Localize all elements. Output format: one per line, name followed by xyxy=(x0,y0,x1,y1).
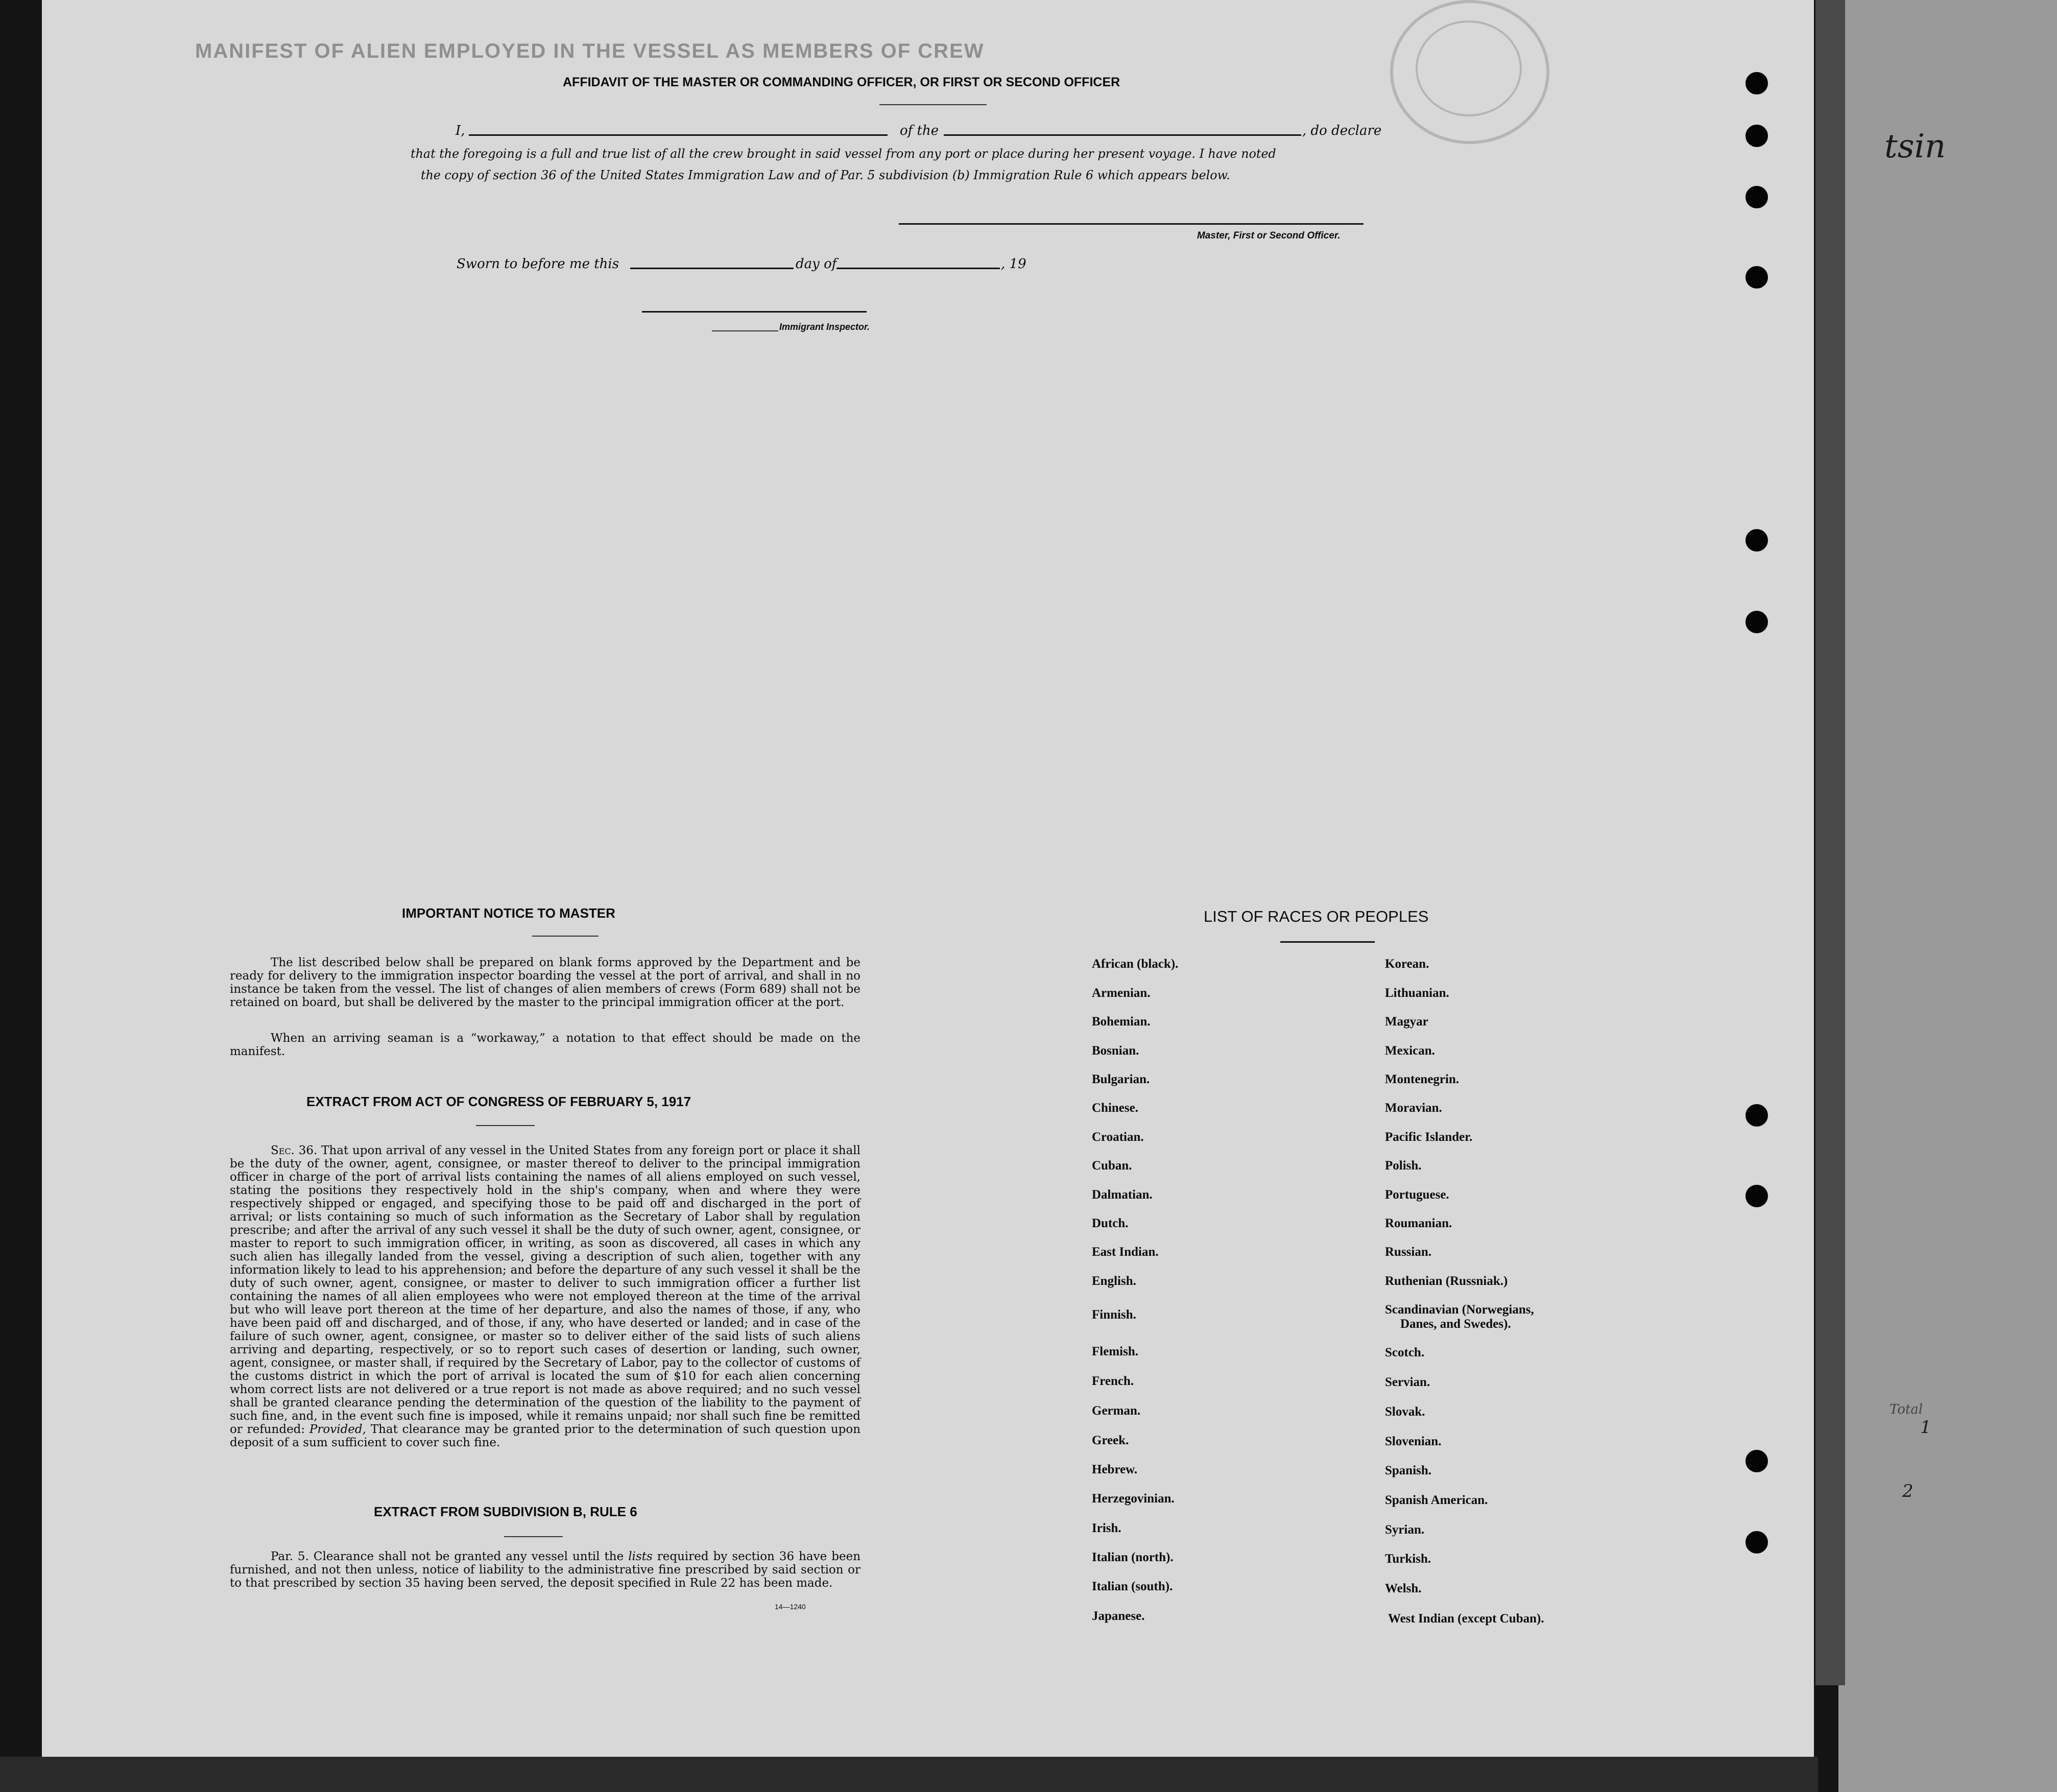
race-item: Welsh. xyxy=(1385,1582,1422,1595)
race-item: Cuban. xyxy=(1092,1159,1132,1173)
race-item: Italian (north). xyxy=(1092,1550,1174,1564)
race-item: Slovenian. xyxy=(1385,1435,1442,1448)
affidavit-title: AFFIDAVIT OF THE MASTER OR COMMANDING OFFICER, OR FIRST OR SECOND OFFICER xyxy=(563,75,1120,89)
races-title: LIST OF RACES OR PEOPLES xyxy=(1204,907,1429,925)
race-item: Polish. xyxy=(1385,1159,1422,1173)
rule-body-start: Par. 5. Clearance shall not be granted any vessel until the xyxy=(271,1550,624,1563)
sworn-day-of: day of xyxy=(796,256,837,272)
form-number: 14—1240 xyxy=(775,1603,806,1611)
race-item: Moravian. xyxy=(1385,1101,1442,1115)
race-item: Turkish. xyxy=(1385,1552,1431,1566)
race-item: Roumanian. xyxy=(1385,1216,1452,1230)
vessel-name-blank xyxy=(944,134,1301,136)
inspector-prefix-line xyxy=(712,330,778,331)
race-item: German. xyxy=(1092,1404,1141,1418)
race-item: Ruthenian (Russniak.) xyxy=(1385,1274,1508,1288)
race-item: Lithuanian. xyxy=(1385,986,1449,1000)
punch-hole xyxy=(1745,72,1768,94)
race-item: Bohemian. xyxy=(1092,1015,1151,1029)
act-section-label: Sec. xyxy=(271,1144,295,1157)
act-title: EXTRACT FROM ACT OF CONGRESS OF FEBRUARY 5, 1917 xyxy=(306,1094,691,1109)
punch-hole xyxy=(1745,1104,1768,1127)
punch-hole xyxy=(1745,1185,1768,1207)
rule-title: EXTRACT FROM SUBDIVISION B, RULE 6 xyxy=(374,1504,637,1519)
race-item: East Indian. xyxy=(1092,1245,1159,1259)
affidavit-of-the: of the xyxy=(900,123,939,138)
race-item: Slovak. xyxy=(1385,1405,1425,1419)
races-divider xyxy=(1280,941,1375,943)
race-item: Spanish American. xyxy=(1385,1493,1488,1507)
sworn-year: , 19 xyxy=(1001,256,1026,272)
race-item: Servian. xyxy=(1385,1375,1430,1389)
sworn-day-blank xyxy=(630,268,794,269)
race-item: Scotch. xyxy=(1385,1346,1425,1359)
punch-hole xyxy=(1745,1531,1768,1554)
race-item: Greek. xyxy=(1092,1433,1129,1447)
race-item: Russian. xyxy=(1385,1245,1432,1259)
master-name-blank xyxy=(469,134,888,136)
race-item: Armenian. xyxy=(1092,986,1151,1000)
margin-handwriting-top: tsin xyxy=(1884,128,1946,165)
notice-paragraph-2: When an arriving seaman is a “workaway,” a notation to that effect should be made on the manifest. xyxy=(230,1032,860,1058)
rule-lists-word: lists xyxy=(628,1550,653,1563)
master-signature-label: Master, First or Second Officer. xyxy=(1197,230,1341,241)
race-item: African (black). xyxy=(1092,957,1179,971)
act-section-body-end: That clearance may be granted prior to the determination of such question upon deposit of a sum sufficient to cover such fine. xyxy=(230,1423,861,1449)
race-item: Flemish. xyxy=(1092,1345,1138,1358)
race-item: Syrian. xyxy=(1385,1523,1425,1537)
act-section-36 xyxy=(230,1144,860,1449)
race-item: Korean. xyxy=(1385,957,1429,971)
race-item: English. xyxy=(1092,1274,1136,1288)
race-item: Magyar xyxy=(1385,1015,1428,1029)
punch-hole xyxy=(1745,125,1768,147)
master-signature-line xyxy=(899,223,1364,225)
sworn-prefix: Sworn to before me this xyxy=(457,256,619,272)
race-item: Hebrew. xyxy=(1092,1463,1138,1476)
race-item: Bosnian. xyxy=(1092,1044,1139,1058)
page-edge-shadow xyxy=(1815,0,1845,1685)
punch-hole xyxy=(1745,1450,1768,1472)
notice-divider xyxy=(532,936,599,937)
sworn-month-blank xyxy=(836,268,1000,269)
rule-divider xyxy=(504,1536,563,1537)
affidavit-i: I, xyxy=(456,123,465,138)
punch-hole xyxy=(1745,529,1768,552)
official-seal-inner xyxy=(1416,20,1522,116)
inspector-label: Immigrant Inspector. xyxy=(779,322,870,332)
affidavit-do-declare: , do declare xyxy=(1302,123,1382,138)
bleed-through-text: MANIFEST OF ALIEN EMPLOYED IN THE VESSEL AS MEMBERS OF CREW xyxy=(195,40,985,62)
punch-hole xyxy=(1745,186,1768,208)
adjacent-page xyxy=(1838,0,2057,1792)
title-divider xyxy=(879,104,987,105)
race-item: Spanish. xyxy=(1385,1464,1432,1477)
race-item: Herzegovinian. xyxy=(1092,1492,1175,1506)
race-item: French. xyxy=(1092,1374,1134,1388)
act-section-body: 36. That upon arrival of any vessel in the United States from any foreign port or place it shall be the duty of the owner, agent, consignee, or master thereof to deliver to the principal immigration officer in charge of the port of arrival lists containing the names of all aliens employed on such vessel, stating the positions they respectively hold in the ship's company, when and where they were respectively shipped or engaged, and specifying those to be paid off and discharged in the port of arrival; or lists containing so much of such information as the Secretary of Labor shall by regulation prescribe; and after the arrival of any such vessel it shall be the duty of such owner, agent, consignee, or master to report to such immigration officer, in writing, as soon as discovered, all cases in which any such alien has illegally landed from the vessel, giving a description of such alien, together with any information likely to lead to his apprehension; and before the departure of any such vessel it shall be the duty of such owner, agent, consignee, or master to deliver to such immigration officer a further list containing the names of all alien employees who were not employed thereon at the time of the arrival but who will leave port thereon at the time of her departure, and also the names of those, if any, who have been paid off and discharged, and of those, if any, who have deserted or landed; and in case of the failure of such owner, agent, consignee, or master so to deliver either of the said lists of such aliens arriving and departing, respectively, or so to report such cases of desertion or landing, such owner, agent, consignee, or master shall, if required by the Secretary of Labor, pay to the collector of customs of the customs district in which the port of arrival is located the sum of $10 for each alien concerning whom correct lists are not delivered or a true report is not made as above required; and no such vessel shall be granted clearance pending the determination of the question of the liability to the payment of such fine, and, in the event such fine is imposed, while it remains unpaid; nor shall such fine be remitted or refunded: xyxy=(230,1144,860,1436)
notice-title: IMPORTANT NOTICE TO MASTER xyxy=(402,905,615,921)
affidavit-line-3: the copy of section 36 of the United States Immigration Law and of Par. 5 subdivision (b) Immigration Rule 6 which appears below. xyxy=(421,168,1230,182)
race-item: Chinese. xyxy=(1092,1101,1138,1115)
notice-paragraph-1: The list described below shall be prepared on blank forms approved by the Department and be ready for delivery to the immigration inspector boarding the vessel at the port of arrival, and shall in no instance be taken from the vessel. The list of changes of alien members of crews (Form 689) shall not be retained on board, but shall be delivered by the master to the principal immigration officer at the port. xyxy=(230,956,860,1009)
affidavit-line-2: that the foregoing is a full and true list of all the crew brought in said vessel from any port or place during her present voyage. I have noted xyxy=(411,147,1276,161)
scanner-bed xyxy=(0,1757,1818,1792)
race-item: Finnish. xyxy=(1092,1308,1136,1322)
race-item-continuation: Danes, and Swedes). xyxy=(1400,1317,1511,1331)
race-item: Japanese. xyxy=(1092,1609,1145,1623)
race-item: Dutch. xyxy=(1092,1216,1129,1230)
race-item: Dalmatian. xyxy=(1092,1188,1153,1202)
margin-total-label: Total xyxy=(1889,1402,1923,1417)
rule-paragraph xyxy=(230,1550,860,1590)
race-item: Croatian. xyxy=(1092,1130,1144,1144)
punch-hole xyxy=(1745,266,1768,289)
margin-tally-1: 1 xyxy=(1920,1417,1931,1438)
race-item: Pacific Islander. xyxy=(1385,1130,1473,1144)
race-item: Bulgarian. xyxy=(1092,1072,1150,1086)
race-item: Scandinavian (Norwegians, xyxy=(1385,1303,1534,1317)
punch-hole xyxy=(1745,611,1768,633)
race-item: Montenegrin. xyxy=(1385,1072,1460,1086)
race-item: Portuguese. xyxy=(1385,1188,1449,1202)
margin-tally-2: 2 xyxy=(1902,1481,1914,1501)
act-provided: Provided, xyxy=(309,1423,366,1436)
rule-body-end: required by section 36 have been furnished, and not then unless, notice of liability to the administrative fine prescribed by said section or to that prescribed by section 35 having been served, the deposit specified in Rule 22 has been made. xyxy=(230,1550,861,1590)
race-item: Mexican. xyxy=(1385,1044,1435,1058)
manifest-page xyxy=(42,0,1814,1757)
race-item: Italian (south). xyxy=(1092,1580,1173,1593)
act-divider xyxy=(476,1125,535,1126)
race-item: West Indian (except Cuban). xyxy=(1388,1612,1544,1626)
race-item: Irish. xyxy=(1092,1521,1121,1535)
inspector-signature-line xyxy=(642,311,867,313)
